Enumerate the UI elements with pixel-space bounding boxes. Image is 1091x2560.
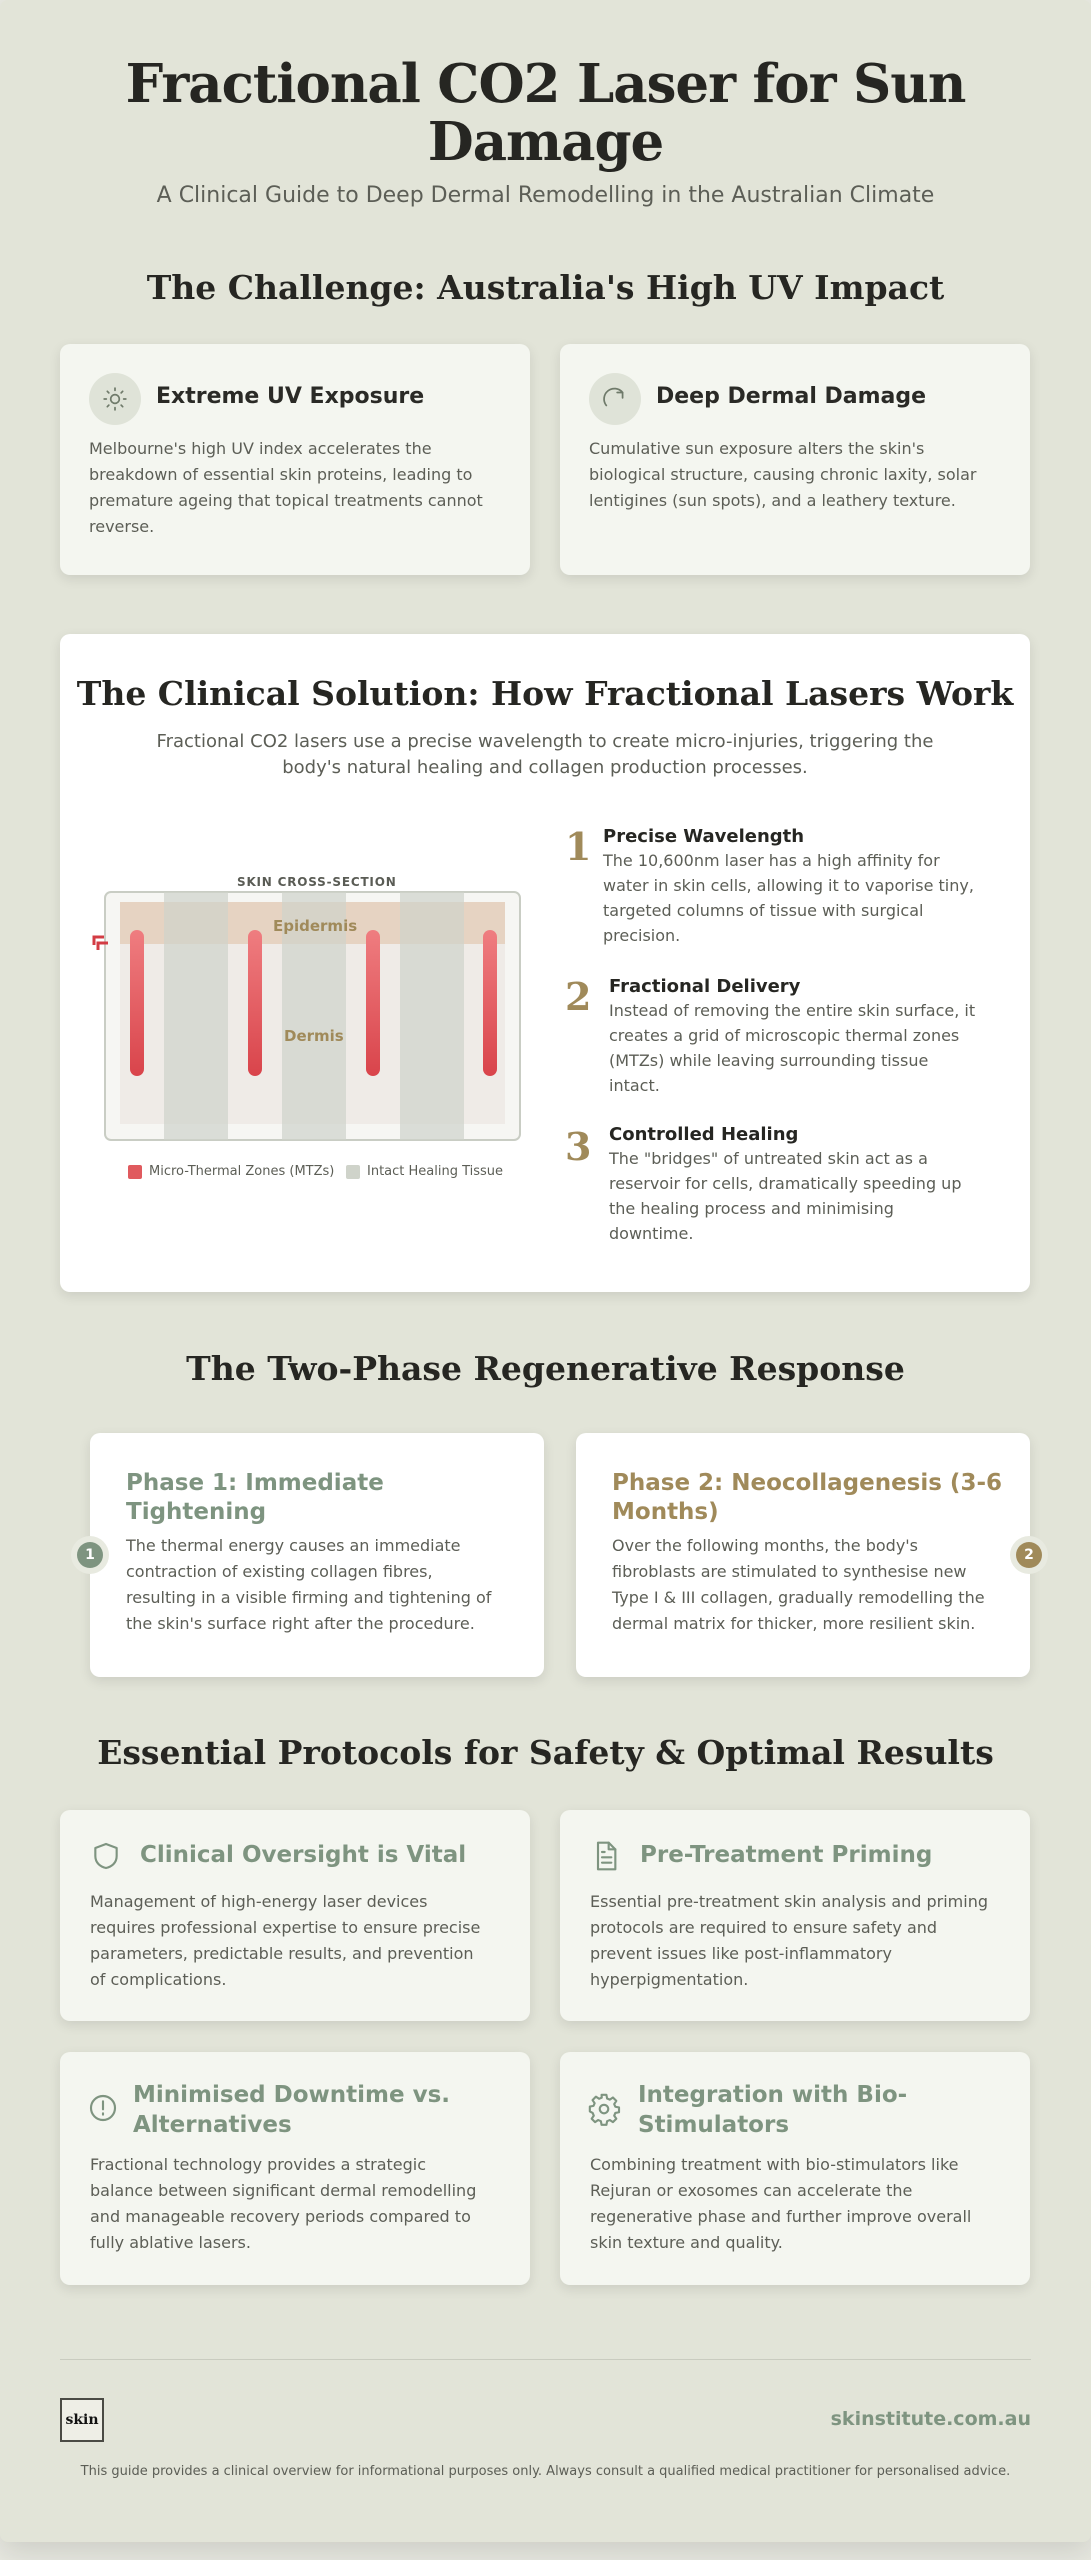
protocol-card-biostimulators [560, 2052, 1030, 2285]
challenge-card-heading: Deep Dermal Damage [656, 384, 927, 409]
protocol-card-oversight [60, 1810, 530, 2021]
diagram-label: SKIN CROSS-SECTION [237, 875, 397, 889]
text-line: Stimulators [638, 2112, 790, 2138]
page-title-line-2: Damage [427, 111, 664, 173]
text-line: downtime. [609, 1224, 694, 1243]
text-line: Phase 1: Immediate [126, 1470, 384, 1496]
text-line: contraction of existing collagen fibres, [126, 1562, 433, 1581]
text-line: precision. [603, 926, 681, 945]
text-line: lentigines (sun spots), and a leathery texture. [589, 491, 956, 510]
text-line: Months) [612, 1499, 719, 1525]
step-text [609, 1146, 961, 1246]
text-line: Type I & III collagen, gradually remodelling the [612, 1588, 985, 1607]
legend-label-tissue: Intact Healing Tissue [367, 1164, 504, 1179]
alert-circle-icon [87, 2092, 119, 2124]
text-line: Cumulative sun exposure alters the skin's [589, 439, 925, 458]
challenge-card-text [89, 436, 483, 540]
text-line: The "bridges" of untreated skin act as a [609, 1149, 928, 1168]
protocol-text [590, 1889, 988, 1993]
text-line: body's natural healing and collagen production processes. [282, 757, 808, 778]
sun-icon [89, 373, 141, 425]
protocols-section-title: Essential Protocols for Safety & Optimal Results [97, 1733, 994, 1772]
phase-card-2 [576, 1433, 1030, 1677]
text-line: resulting in a visible firming and tightening of [126, 1588, 492, 1607]
text-line: creates a grid of microscopic thermal zones [609, 1026, 960, 1045]
page-title-line-1: Fractional CO2 Laser for Sun [125, 53, 966, 115]
micro-thermal-zone [130, 930, 144, 1076]
text-line: Alternatives [133, 2112, 292, 2138]
text-line: hyperpigmentation. [590, 1970, 749, 1989]
text-line: The 10,600nm laser has a high affinity for [603, 851, 940, 870]
phase-marker-1: 1 [77, 1542, 103, 1568]
text-line: fibroblasts are stimulated to synthesise new [612, 1562, 967, 1581]
shield-icon [90, 1840, 122, 1872]
text-line: premature ageing that topical treatments cannot [89, 491, 483, 510]
text-line: balance between significant dermal remodelling [90, 2181, 477, 2200]
phase-text [612, 1533, 985, 1637]
text-line: the skin's surface right after the procedure. [126, 1614, 475, 1633]
protocol-text [90, 2152, 476, 2256]
text-line: fully ablative lasers. [90, 2233, 251, 2252]
text-line: Melbourne's high UV index accelerates the [89, 439, 432, 458]
protocol-heading: Clinical Oversight is Vital [140, 1842, 467, 1868]
micro-thermal-zone [248, 930, 262, 1076]
step-text [603, 848, 974, 948]
text-line: requires professional expertise to ensure precise [90, 1918, 481, 1937]
intact-tissue-column [400, 892, 464, 1140]
intact-tissue-column [164, 892, 228, 1140]
solution-card [60, 634, 1030, 1292]
disclaimer: This guide provides a clinical overview for informational purposes only. Always consult a qualified medical practitioner for personalised advice. [80, 2464, 1011, 2479]
challenge-card-heading: Extreme UV Exposure [156, 384, 425, 409]
phase-heading [612, 1469, 1002, 1527]
text-line: Over the following months, the body's [612, 1536, 919, 1555]
gear-icon [587, 2092, 621, 2126]
text-line: the healing process and minimising [609, 1199, 894, 1218]
text-line: prevent issues like post-inflammatory [590, 1944, 892, 1963]
micro-thermal-zone [366, 930, 380, 1076]
text-line: of complications. [90, 1970, 227, 1989]
protocol-heading [638, 2080, 907, 2140]
step-heading: Controlled Healing [609, 1124, 799, 1145]
phase-marker-2: 2 [1016, 1542, 1042, 1568]
text-line: protocols are required to ensure safety and [590, 1918, 938, 1937]
challenge-card-dermal [560, 344, 1030, 575]
phase-text [126, 1533, 491, 1637]
protocol-heading: Pre-Treatment Priming [640, 1842, 933, 1868]
footer-divider [60, 2359, 1031, 2360]
step-heading: Fractional Delivery [609, 976, 801, 997]
text-line: Integration with Bio- [638, 2082, 908, 2108]
protocol-text [90, 1889, 480, 1993]
phases-section-title: The Two-Phase Regenerative Response [186, 1349, 905, 1388]
text-line: reservoir for cells, dramatically speeding up [609, 1174, 962, 1193]
solution-intro [140, 729, 950, 781]
text-line: Combining treatment with bio-stimulators like [590, 2155, 959, 2174]
challenge-section-title: The Challenge: Australia's High UV Impact [146, 268, 945, 307]
brand-logo[interactable]: skin [60, 2398, 104, 2442]
solution-title: The Clinical Solution: How Fractional Lasers Work [76, 674, 1014, 713]
protocol-card-downtime [60, 2052, 530, 2285]
text-line: The thermal energy causes an immediate [126, 1536, 461, 1555]
protocol-card-priming [560, 1810, 1030, 2021]
text-line: regenerative phase and further improve overall [590, 2207, 972, 2226]
text-line: Minimised Downtime vs. [133, 2082, 451, 2108]
text-line: Phase 2: Neocollagenesis (3-6 [612, 1470, 1003, 1496]
phase-card-1 [90, 1433, 544, 1677]
text-line: water in skin cells, allowing it to vaporise tiny, [603, 876, 974, 895]
document-icon [590, 1840, 622, 1872]
step-text [609, 998, 975, 1098]
legend-label-mtz: Micro-Thermal Zones (MTZs) [149, 1164, 335, 1179]
text-line: reverse. [89, 517, 155, 536]
protocol-heading [133, 2080, 450, 2140]
text-line: breakdown of essential skin proteins, leading to [89, 465, 473, 484]
step-number: 2 [565, 974, 592, 1019]
text-line: Fractional technology provides a strategic [90, 2155, 427, 2174]
text-line: parameters, predictable results, and prevention [90, 1944, 474, 1963]
step-number: 3 [565, 1124, 592, 1169]
legend-swatch-tissue [346, 1165, 360, 1179]
text-line: Instead of removing the entire skin surface, it [609, 1001, 976, 1020]
website-link[interactable]: skinstitute.com.au [830, 2408, 1031, 2430]
text-line: Essential pre-treatment skin analysis and priming [590, 1892, 989, 1911]
text-line: Fractional CO2 lasers use a precise wavelength to create micro-injuries, triggering the [156, 731, 934, 752]
text-line: intact. [609, 1076, 660, 1095]
step-heading: Precise Wavelength [603, 826, 805, 847]
epidermis-label: Epidermis [273, 917, 358, 935]
page-subtitle: A Clinical Guide to Deep Dermal Remodelling in the Australian Climate [156, 183, 935, 208]
text-line: dermal matrix for thicker, more resilient skin. [612, 1614, 976, 1633]
text-line: targeted columns of tissue with surgical [603, 901, 924, 920]
challenge-card-uv [60, 344, 530, 575]
step-number: 1 [565, 824, 592, 869]
text-line: Management of high-energy laser devices [90, 1892, 428, 1911]
text-line: Tightening [126, 1499, 267, 1525]
protocol-text [590, 2152, 971, 2256]
page-title [0, 55, 1091, 171]
challenge-card-text [589, 436, 977, 514]
dermis-label: Dermis [284, 1027, 344, 1045]
text-line: (MTZs) while leaving surrounding tissue [609, 1051, 929, 1070]
text-line: Rejuran or exosomes can accelerate the [590, 2181, 913, 2200]
refresh-arrow-icon [589, 373, 641, 425]
text-line: and manageable recovery periods compared to [90, 2207, 471, 2226]
legend-swatch-mtz [128, 1165, 142, 1179]
phase-heading [126, 1469, 384, 1527]
micro-thermal-zone [483, 930, 497, 1076]
text-line: skin texture and quality. [590, 2233, 783, 2252]
text-line: biological structure, causing chronic laxity, solar [589, 465, 977, 484]
